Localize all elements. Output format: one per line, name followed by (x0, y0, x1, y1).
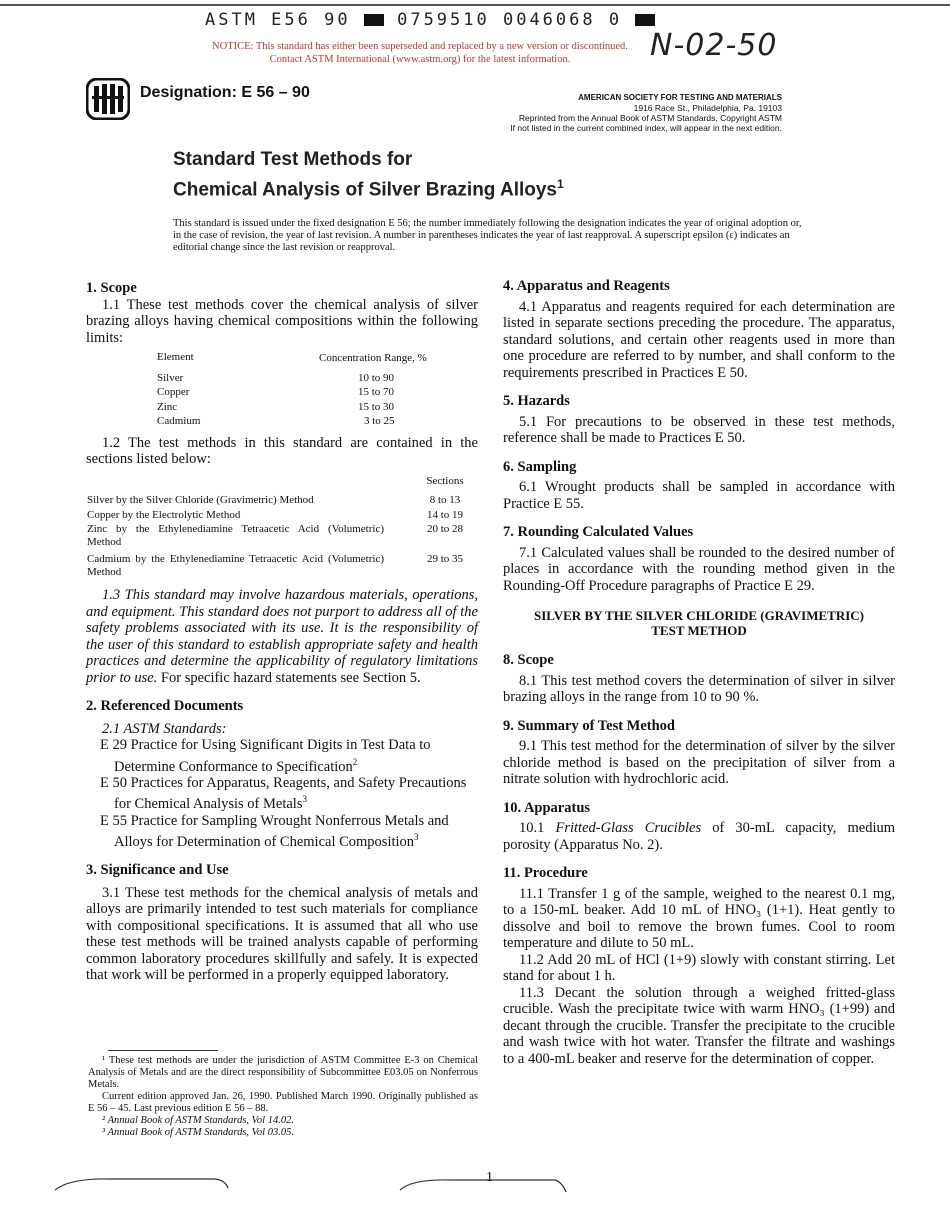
section-method: Zinc by the Ethylenediamine Tetraacetic Acid (Volumetric) Method (87, 523, 384, 548)
handwritten-number: N-02-50 (650, 28, 778, 63)
title-footnote-mark: 1 (557, 177, 564, 191)
safety-caveat: 1.3 This standard may involve hazardous materials, operations, and equipment. This standard does not purport to address all of the safety problems associated with its use. It is the responsibility of the user of this standard to establish appropriate safety and health practices and determine the applicability of regulatory limitations prior to use. (86, 587, 478, 686)
para-3-1: 3.1 These test methods for the chemical analysis of metals and alloys are primarily intended to test such materials for compliance with compositional specifications. It is assumed that all who use these test methods will be trained analysts capable of performing common laboratory procedures skillfully and safely. It is expected that work will be performed in a properly equipped laboratory. (86, 884, 478, 984)
astm-standards-sub: 2.1 ASTM Standards: (102, 720, 227, 737)
decorative-curves (50, 1170, 610, 1200)
supersede-notice (180, 40, 660, 66)
sections-header: Sections (426, 474, 464, 487)
limits-table (156, 350, 428, 429)
society-address: 1916 Race St., Philadelphia, Pa. 19103 (633, 103, 782, 113)
table-row (156, 414, 428, 429)
limits-header-element: Element (157, 351, 194, 363)
para-1-2: 1.2 The test methods in this standard are contained in the sections listed below: (86, 434, 478, 467)
para-10-1-rest: of 30-mL capacity, medium porosity (Apparatus No. 2). (503, 820, 896, 853)
section-range: 20 to 28 (426, 523, 464, 535)
footnote-1b: Current edition approved Jan. 26, 1990. Published March 1990. Originally published as E 56 – 45. Last previous edition E 56 – 88. (88, 1091, 478, 1114)
ref-e55 (86, 813, 478, 851)
para-9-1: 9.1 This test method for the determination of silver by the silver chloride method is based on the precipitation of silver from a nitrate solution with hydrochloric acid. (503, 738, 895, 787)
sections-table (86, 474, 476, 580)
para-11-3: 11.3 Decant the solution through a weighed fritted-glass crucible. Wash the precipitate twice with warm HNO₃ (1+99) and decant through the crucible. Transfer the precipitate to the crucible and wash twice with hot water. Transfer the filtrate and washings to a 400-mL beaker and reserve for the determination of copper. (503, 984, 895, 1067)
section-method: Copper by the Electrolytic Method (87, 508, 241, 521)
heading-significance: 3. Significance and Use (86, 862, 229, 879)
top-rule (0, 4, 950, 6)
limits-range: 3 to 25 (364, 415, 395, 427)
table-row (156, 400, 428, 415)
section-range: 29 to 35 (426, 553, 464, 565)
ref-e50-note: 3 (302, 794, 307, 805)
para-11-1: 11.1 Transfer 1 g of the sample, weighed to the nearest 0.1 mg, to a 150-mL beaker. Add 10 mL of HNO₃ (1+1). Heat gently to dissolve and boil to remove the brown fumes. Cool to room temperature and dilute to 50 mL. (503, 885, 895, 951)
astm-logo-icon (86, 78, 130, 120)
scan-code-prefix: ASTM E56 90 (205, 10, 351, 30)
heading-hazards: 5. Hazards (503, 393, 570, 409)
method-title-line-2: TEST METHOD (651, 623, 747, 638)
heading-apparatus-reagents: 4. Apparatus and Reagents (503, 278, 670, 294)
para-2-1 (86, 721, 478, 738)
ref-e29 (86, 737, 478, 775)
ref-e29-text: E 29 Practice for Using Significant Digits in Test Data to Determine Conformance to Specification (100, 737, 431, 775)
table-row (156, 385, 428, 400)
para-1-1: 1.1 These test methods cover the chemical analysis of silver brazing alloys having chemical compositions within the following limits: (86, 296, 478, 346)
table-row (86, 522, 476, 549)
table-row (86, 549, 476, 579)
limits-element: Silver (157, 371, 184, 384)
para-6-1: 6.1 Wrought products shall be sampled in accordance with Practice E 55. (503, 479, 895, 512)
left-column (86, 280, 478, 984)
limits-element: Zinc (157, 400, 178, 413)
heading-summary: 9. Summary of Test Method (503, 717, 675, 734)
para-10-1-num: 10.1 (519, 820, 545, 836)
ref-e50 (86, 775, 478, 813)
footnote-rule (108, 1050, 218, 1051)
para-5-1: 5.1 For precautions to be observed in these test methods, reference shall be made to Practices E 50. (503, 413, 895, 446)
heading-referenced: 2. Referenced Documents (86, 698, 244, 714)
society-block (462, 93, 782, 133)
heading-rounding: 7. Rounding Calculated Values (503, 524, 694, 540)
para-1-3 (86, 587, 478, 686)
heading-apparatus: 10. Apparatus (503, 799, 591, 816)
scan-block-2 (635, 14, 655, 26)
page-number: 1 (486, 1170, 493, 1185)
notice-line-2: Contact ASTM International (www.astm.org) for the latest information. (269, 54, 571, 65)
limits-range: 15 to 70 (358, 386, 395, 398)
scan-code-tail: 0759510 0046068 0 (397, 10, 623, 30)
title-line-1: Standard Test Methods for (173, 149, 413, 170)
heading-scope-8: 8. Scope (503, 652, 554, 668)
society-reprint: Reprinted from the Annual Book of ASTM Standards, Copyright ASTM (518, 113, 782, 123)
para-7-1: 7.1 Calculated values shall be rounded to the desired number of places in accordance with the rounding method given in the Rounding-Off Procedure paragraphs of Practice E 29. (503, 544, 895, 594)
heading-procedure: 11. Procedure (503, 865, 588, 881)
table-row (86, 508, 476, 523)
para-8-1: 8.1 This test method covers the determination of silver in silver brazing alloys in the range from 10 to 90 %. (503, 672, 895, 705)
footnote-3: ³ Annual Book of ASTM Standards, Vol 03.05. (102, 1127, 294, 1138)
section-method: Cadmium by the Ethylenediamine Tetraacetic Acid (Volumetric) Method (87, 553, 384, 578)
right-column (503, 278, 895, 1067)
method-title-line-1: SILVER BY THE SILVER CHLORIDE (GRAVIMETRIC) (533, 608, 865, 623)
para-10-1 (503, 820, 895, 853)
fritted-glass-crucibles: Fritted-Glass Crucibles (555, 820, 702, 836)
scan-block-1 (364, 14, 384, 26)
section-range: 8 to 13 (429, 494, 461, 506)
section-range: 14 to 19 (426, 508, 464, 521)
limits-range: 10 to 90 (358, 372, 395, 384)
heading-scope: 1. Scope (86, 280, 137, 296)
safety-tail: For specific hazard statements see Section 5. (160, 669, 421, 686)
title-line-2: Chemical Analysis of Silver Brazing Alloys (173, 179, 557, 201)
page-title (173, 148, 564, 202)
intro-note: This standard is issued under the fixed designation E 56; the number immediately following the designation indicates the year of original adoption or, in the case of revision, the year of last revision. A number in parentheses indicates the year of last reapproval. A superscript epsilon (ε) indicates an editorial change since the last revision or reapproval. (173, 218, 802, 253)
limits-header-range: Concentration Range, % (319, 351, 427, 364)
ref-e50-text: E 50 Practices for Apparatus, Reagents, and Safety Precautions for Chemical Analysis of Metals (100, 774, 467, 813)
footnote-2: ² Annual Book of ASTM Standards, Vol 14.02. (102, 1115, 294, 1126)
society-name: AMERICAN SOCIETY FOR TESTING AND MATERIALS (578, 93, 782, 102)
footnotes (88, 1055, 478, 1139)
scan-code (205, 10, 655, 30)
para-11-2: 11.2 Add 20 mL of HCl (1+9) slowly with constant stirring. Let stand for about 1 h. (503, 951, 895, 984)
limits-header-row (156, 350, 428, 366)
designation: Designation: E 56 – 90 (140, 84, 310, 101)
table-row (86, 493, 476, 508)
table-row (156, 366, 428, 386)
ref-e29-note: 2 (352, 756, 358, 767)
limits-element: Copper (157, 386, 190, 398)
limits-element: Cadmium (157, 415, 201, 427)
ref-e55-text: E 55 Practice for Sampling Wrought Nonferrous Metals and Alloys for Determination of Chemical Composition (100, 812, 449, 850)
method-title (503, 608, 895, 638)
notice-line-1: NOTICE: This standard has either been superseded and replaced by a new version or discontinued. (212, 41, 628, 52)
section-method: Silver by the Silver Chloride (Gravimetric) Method (87, 494, 314, 506)
society-note: If not listed in the current combined index, will appear in the next edition. (510, 123, 782, 133)
footnote-1: ¹ These test methods are under the jurisdiction of ASTM Committee E-3 on Chemical Analysis of Metals and are the direct responsibility of Subcommittee E03.05 on Nonferrous Metals. (88, 1055, 478, 1090)
heading-sampling: 6. Sampling (503, 458, 577, 475)
limits-range: 15 to 30 (358, 400, 395, 413)
para-4-1: 4.1 Apparatus and reagents required for each determination are listed in separate sections preceding the procedure. The apparatus, standard solutions, and certain other reagents used in more than one procedure are referred to by number, and shall conform to the requirements prescribed in Practices E 50. (503, 298, 895, 381)
ref-e55-note: 3 (414, 832, 419, 843)
